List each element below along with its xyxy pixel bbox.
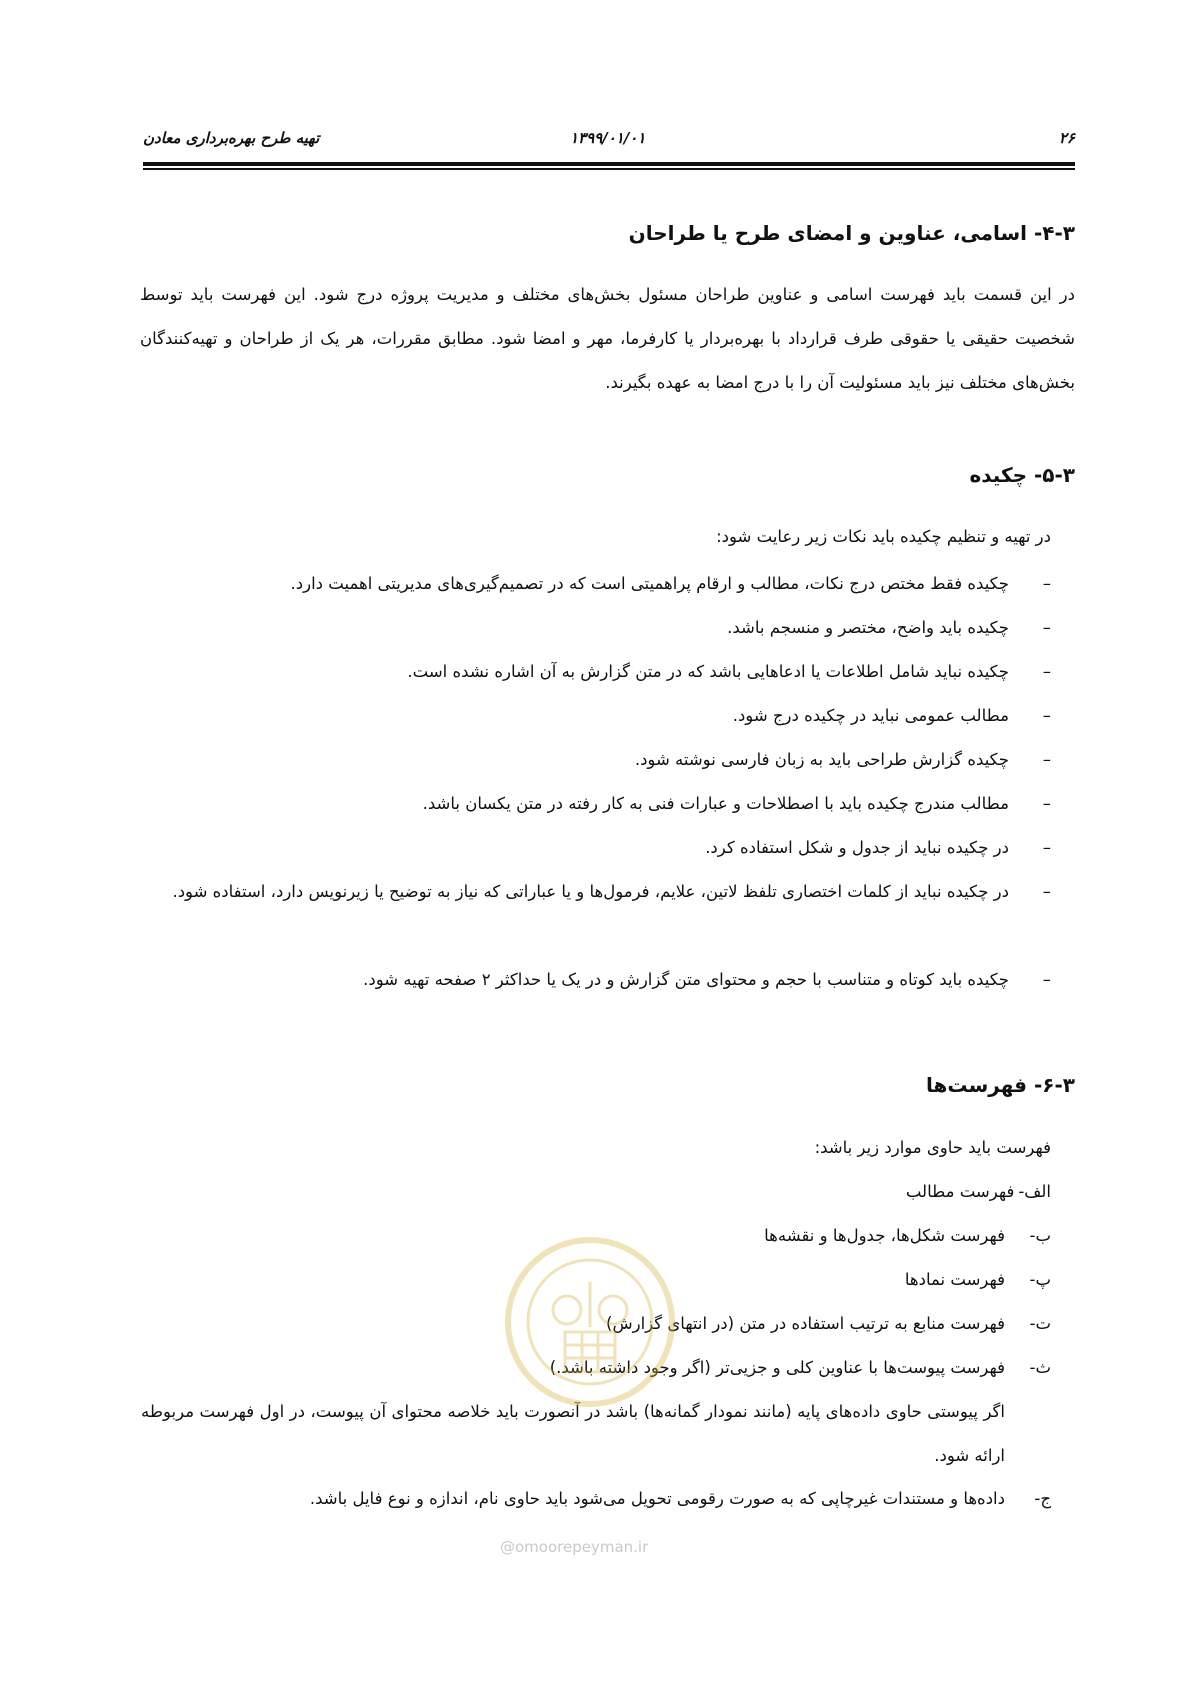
- header-page-number: ۲۶: [1058, 129, 1075, 147]
- list-item: – چکیده باید کوتاه و متناسب با حجم و محتوای متن گزارش و در یک یا حداکثر ۲ صفحه تهیه شود.: [141, 958, 1051, 1002]
- list-item: پ- فهرست نمادها: [905, 1265, 1051, 1295]
- watermark-site: @omoorepeyman.ir: [500, 1538, 649, 1556]
- header-rule-thin: [143, 168, 1075, 170]
- bullet-dash: –: [1042, 618, 1051, 637]
- section-3-6-heading: ۶-۳- فهرست‌ها: [926, 1073, 1075, 1097]
- section-3-6-note: اگر پیوستی حاوی داده‌های پایه (مانند نمودار گمانه‌ها) باشد در آنصورت باید خلاصه محتوای آن پیوست، در اول فهرست مربوطه ارائه شود.: [141, 1402, 1005, 1465]
- bullet-dash: –: [1042, 882, 1051, 901]
- bullet-dash: –: [1042, 838, 1051, 857]
- list-item: ج- داده‌ها و مستندات غیرچاپی که به صورت رقومی تحویل می‌شود باید حاوی نام، اندازه و نوع فایل باشد.: [310, 1484, 1051, 1514]
- bullet-dash: –: [1042, 574, 1051, 593]
- section-3-6-intro: فهرست باید حاوی موارد زیر باشد:: [814, 1138, 1051, 1157]
- header-date: ۱۳۹۹/۰۱/۰۱: [570, 129, 646, 147]
- list-item: – در چکیده نباید از کلمات اختصاری تلفظ لاتین، علایم، فرمول‌ها و یا عباراتی که نیاز به توضیح یا زیرنویس دارد، استفاده شود.: [141, 870, 1051, 914]
- section-3-4-body: در این قسمت باید فهرست اسامی و عناوین طراحان مسئول بخش‌های مختلف و مدیریت پروژه درج شود. این فهرست باید توسط شخصیت حقیقی یا حقوقی طرف قرارداد با بهره‌بردار یا کارفرما، مهر و امضا شود. مطابق مقررات، هر یک از طراحان و تهیه‌کنندگان بخش‌های مختلف نیز باید مسئولیت آن را با درج امضا به عهده بگیرند.: [140, 285, 1075, 392]
- list-item: – در چکیده نباید از جدول و شکل استفاده کرد.: [141, 826, 1051, 870]
- list-item: ت- فهرست منابع به ترتیب استفاده در متن (در انتهای گزارش): [606, 1309, 1051, 1339]
- list-marker: الف-: [1018, 1182, 1051, 1201]
- bullet-dash: –: [1042, 750, 1051, 769]
- list-marker: ب-: [1029, 1226, 1051, 1245]
- list-marker: ج-: [1034, 1489, 1051, 1508]
- list-item: – چکیده فقط مختص درج نکات، مطالب و ارقام پراهمیتی است که در تصمیم‌گیری‌های مدیریتی اهمیت دارد.: [141, 562, 1051, 606]
- list-marker: ت-: [1029, 1314, 1051, 1333]
- list-item: ب- فهرست شکل‌ها، جدول‌ها و نقشه‌ها: [764, 1221, 1051, 1251]
- bullet-dash: –: [1042, 662, 1051, 681]
- bullet-dash: –: [1042, 794, 1051, 813]
- list-marker: پ-: [1029, 1270, 1051, 1289]
- list-marker: ث-: [1029, 1358, 1051, 1377]
- bullet-dash: –: [1042, 706, 1051, 725]
- omoorepeyman-seal-icon: [495, 1222, 685, 1422]
- list-item: الف- فهرست مطالب: [906, 1177, 1051, 1207]
- header-rule-thick: [143, 162, 1075, 166]
- list-item: – چکیده گزارش طراحی باید به زبان فارسی نوشته شود.: [141, 738, 1051, 782]
- list-item: – چکیده باید واضح، مختصر و منسجم باشد.: [141, 606, 1051, 650]
- header-title: تهیه طرح بهره‌برداری معادن: [143, 129, 320, 147]
- list-item: – مطالب عمومی نباید در چکیده درج شود.: [141, 694, 1051, 738]
- bullet-dash: –: [1042, 970, 1051, 989]
- list-item: – مطالب مندرج چکیده باید با اصطلاحات و عبارات فنی به کار رفته در متن یکسان باشد.: [141, 782, 1051, 826]
- list-item: – چکیده نباید شامل اطلاعات یا ادعاهایی باشد که در متن گزارش به آن اشاره نشده است.: [141, 650, 1051, 694]
- list-item: ث- فهرست پیوست‌ها با عناوین کلی و جزیی‌تر (اگر وجود داشته باشد.): [550, 1353, 1051, 1383]
- section-3-5-intro: در تهیه و تنظیم چکیده باید نکات زیر رعایت شود:: [716, 527, 1051, 546]
- section-3-5-heading: ۵-۳- چکیده: [969, 463, 1075, 487]
- section-3-4-heading: ۴-۳- اسامی، عناوین و امضای طرح یا طراحان: [628, 221, 1075, 245]
